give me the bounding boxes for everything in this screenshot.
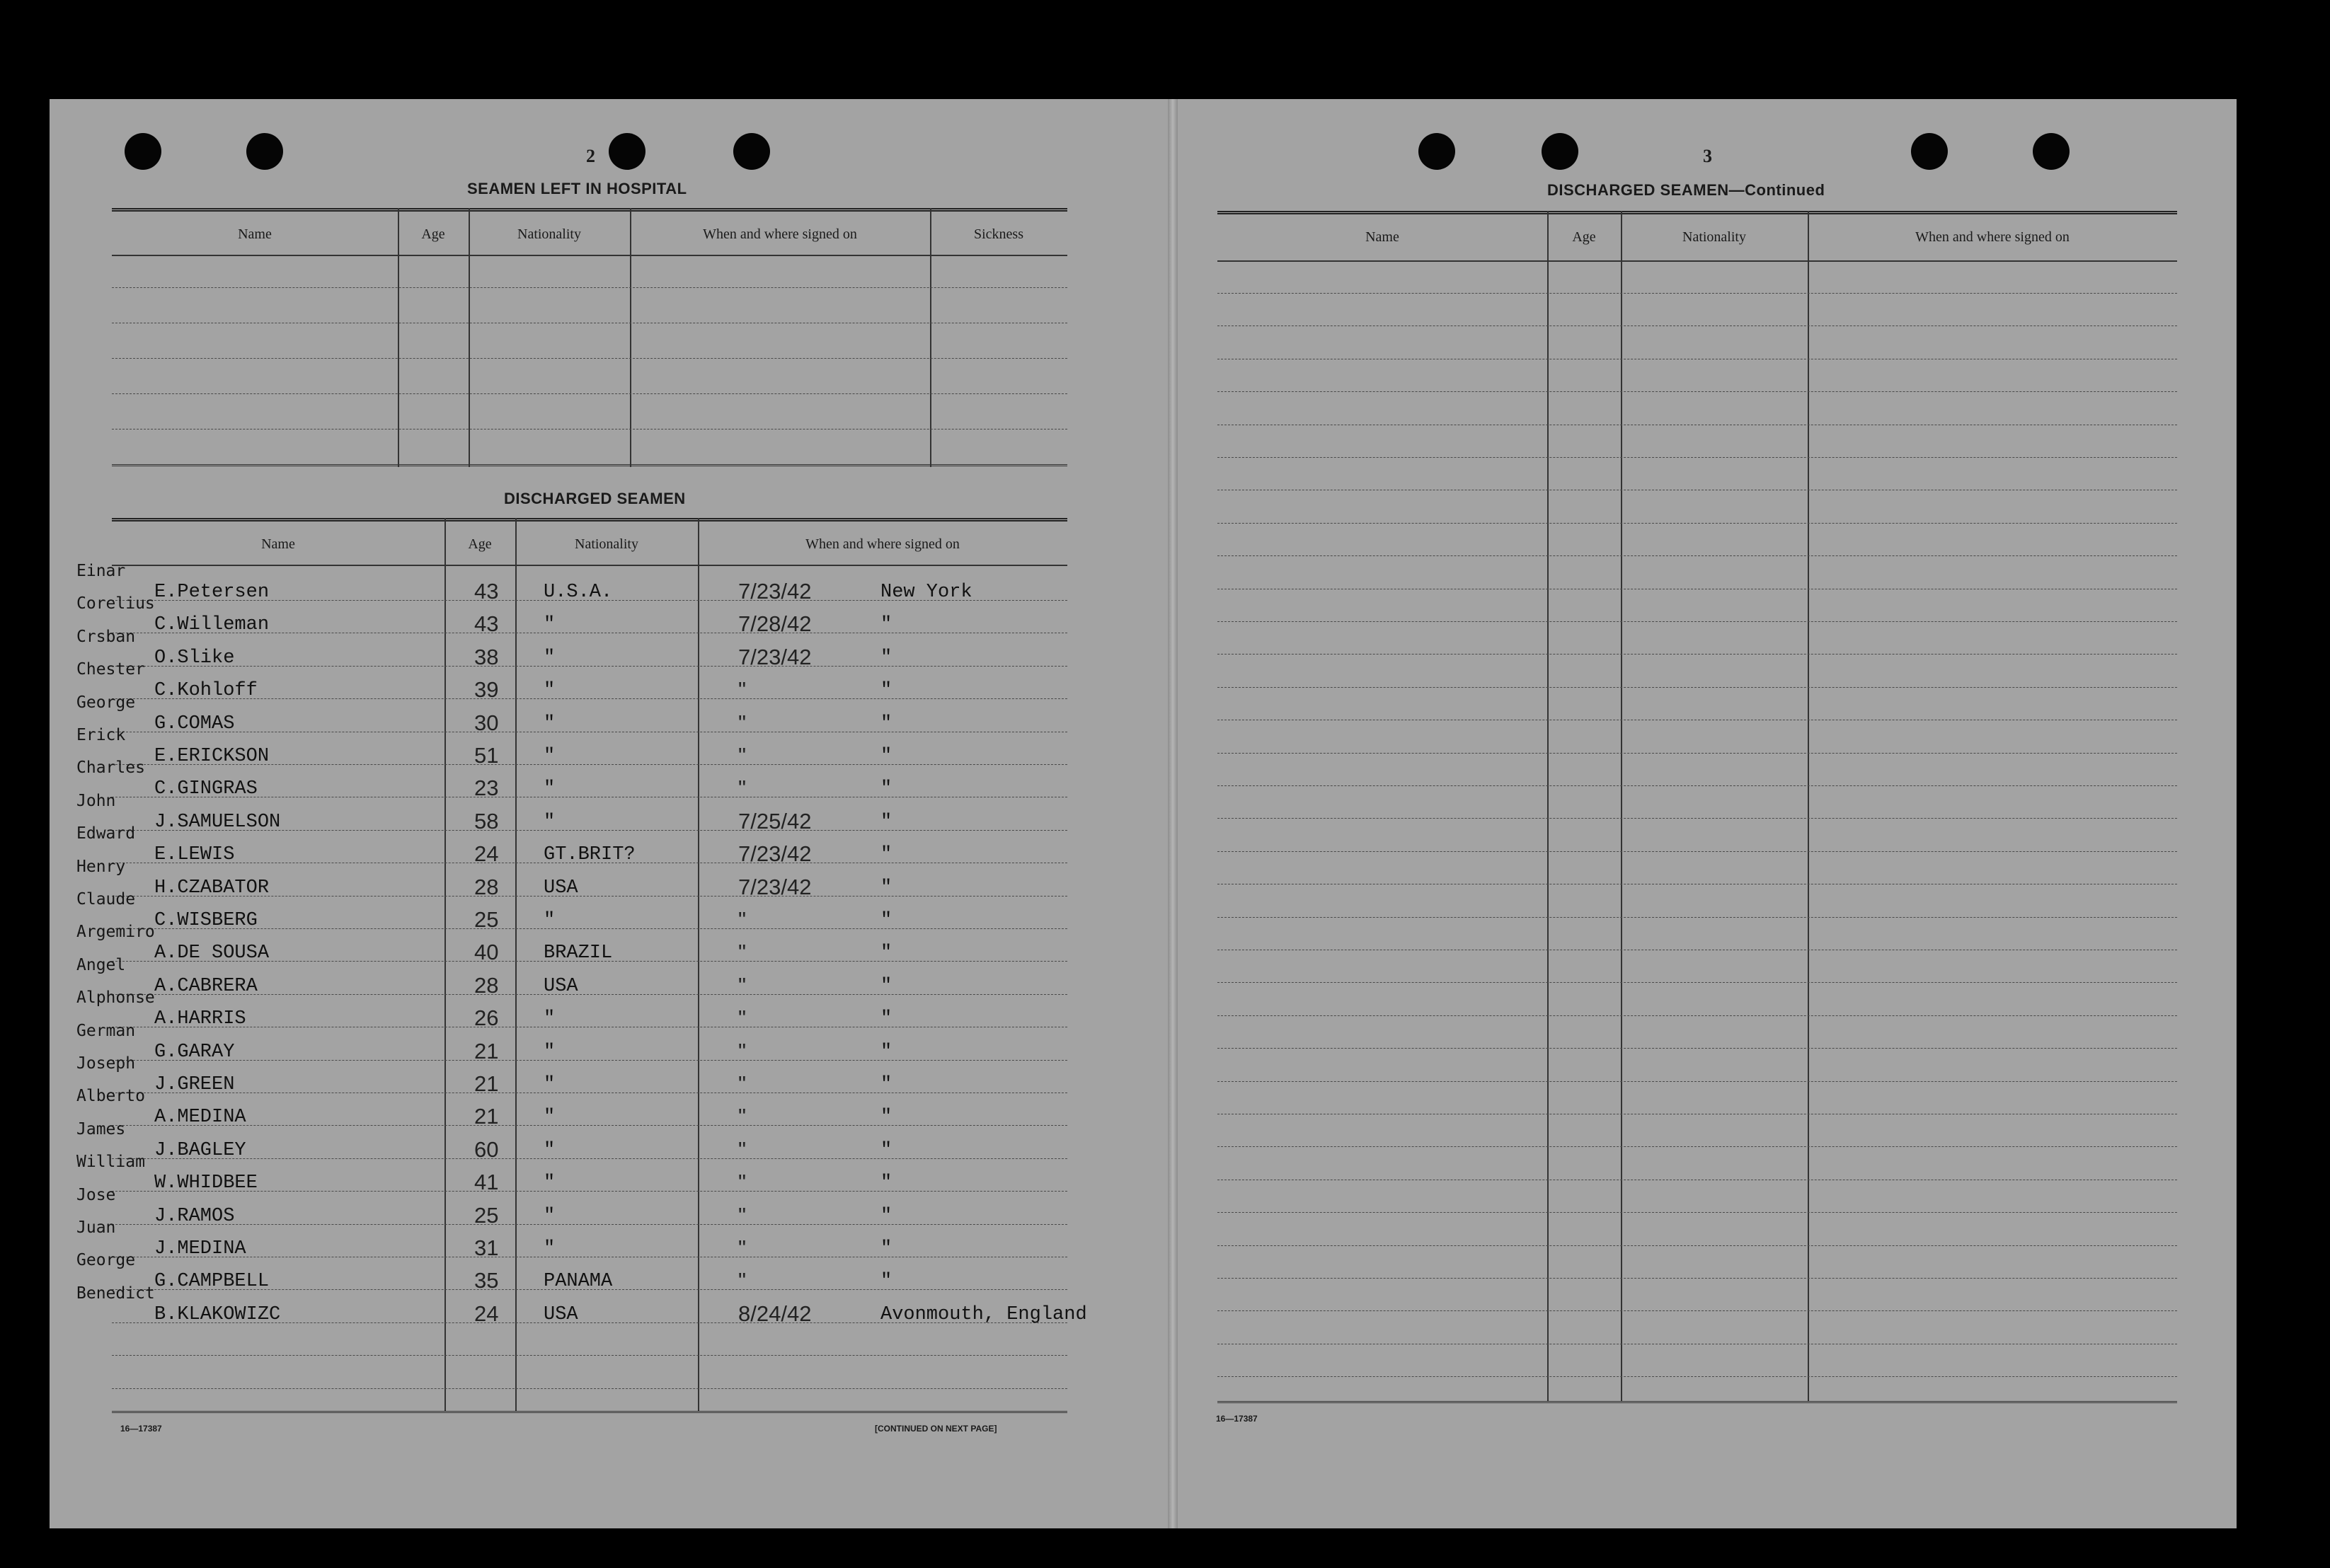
signed-date: " <box>738 907 747 932</box>
signed-place: " <box>880 713 893 734</box>
nationality: " <box>544 1238 556 1259</box>
row-rule <box>112 1355 1067 1356</box>
signed-date: 8/24/42 <box>738 1301 812 1326</box>
age: 21 <box>474 1071 499 1096</box>
signed-date: " <box>738 1005 747 1031</box>
signed-place: " <box>880 1008 893 1030</box>
row-rule <box>1217 523 2177 524</box>
row-rule <box>1217 687 2177 688</box>
age: 21 <box>474 1038 499 1063</box>
discharged-section-title: DISCHARGED SEAMEN <box>504 490 686 507</box>
hospital-header-age: Age <box>421 226 445 242</box>
row-rule <box>1217 785 2177 786</box>
row-rule <box>1217 654 2177 655</box>
given-name: George <box>76 1251 136 1270</box>
continued-header-name: Name <box>1365 229 1399 245</box>
given-name: Argemiro <box>76 923 155 942</box>
age: 39 <box>474 677 499 703</box>
surname: G.CAMPBELL <box>154 1271 270 1293</box>
signed-place: " <box>880 1107 893 1129</box>
punch-hole <box>1542 133 1578 170</box>
signed-place: New York <box>880 582 972 603</box>
signed-date: " <box>738 1071 747 1096</box>
age: 38 <box>474 644 499 669</box>
given-name: James <box>76 1119 126 1138</box>
age: 51 <box>474 743 499 768</box>
signed-place: " <box>880 975 893 997</box>
signed-place: " <box>880 778 893 800</box>
age: 24 <box>474 841 499 867</box>
age: 28 <box>474 972 499 998</box>
nationality: " <box>544 1008 556 1030</box>
given-name: George <box>76 693 136 712</box>
table-row <box>76 627 1096 673</box>
table-row <box>76 955 1096 1001</box>
row-rule <box>1217 982 2177 983</box>
given-name: Einar <box>76 562 126 580</box>
signed-date: 7/25/42 <box>738 808 812 834</box>
signed-place: " <box>880 811 893 833</box>
table-row <box>76 890 1096 935</box>
nationality: " <box>544 680 556 702</box>
continued-header-age: Age <box>1572 229 1596 245</box>
nationality: " <box>544 1074 556 1095</box>
surname: A.CABRERA <box>154 975 258 997</box>
continued-note: [CONTINUED ON NEXT PAGE] <box>875 1424 997 1434</box>
given-name: John <box>76 791 116 810</box>
row-rule <box>1217 851 2177 852</box>
age: 26 <box>474 1005 499 1031</box>
given-name: German <box>76 1021 136 1040</box>
signed-date: " <box>738 1202 747 1228</box>
given-name: Charles <box>76 759 145 778</box>
nationality: " <box>544 1205 556 1227</box>
table-row <box>76 791 1096 837</box>
page-number-right: 3 <box>1703 146 1712 166</box>
punch-hole <box>1418 133 1455 170</box>
table-row <box>76 1119 1096 1165</box>
table-row <box>76 562 1096 607</box>
row-rule <box>1217 1015 2177 1016</box>
given-name: Angel <box>76 955 126 974</box>
signed-place: Avonmouth, England <box>880 1303 1087 1325</box>
signed-place: " <box>880 1139 893 1161</box>
table-row <box>76 594 1096 640</box>
table-row <box>76 693 1096 739</box>
age: 21 <box>474 1104 499 1129</box>
hospital-header-sickness: Sickness <box>974 226 1023 242</box>
nationality: " <box>544 746 556 767</box>
surname: C.GINGRAS <box>154 778 258 800</box>
hospital-table <box>112 208 1067 470</box>
nationality: PANAMA <box>544 1271 613 1293</box>
table-row <box>76 988 1096 1034</box>
given-name: Juan <box>76 1218 116 1237</box>
row-rule <box>1217 1048 2177 1049</box>
signed-date: 7/23/42 <box>738 644 812 669</box>
signed-place: " <box>880 1205 893 1227</box>
age: 30 <box>474 710 499 735</box>
nationality: " <box>544 778 556 800</box>
hospital-header-signed-on: When and where signed on <box>703 226 857 242</box>
discharged-header-nationality: Nationality <box>575 536 638 552</box>
signed-date: 7/28/42 <box>738 611 812 637</box>
nationality: " <box>544 614 556 636</box>
table-row <box>76 1251 1096 1296</box>
given-name: Claude <box>76 890 136 909</box>
signed-date: 7/23/42 <box>738 841 812 867</box>
punch-hole <box>125 133 161 170</box>
given-name: Chester <box>76 660 145 679</box>
nationality: BRAZIL <box>544 942 613 964</box>
signed-place: " <box>880 844 893 866</box>
page-number-left: 2 <box>586 146 595 166</box>
punch-hole <box>609 133 645 170</box>
signed-date: 7/23/42 <box>738 579 812 604</box>
signed-place: " <box>880 746 893 767</box>
signed-place: " <box>880 614 893 636</box>
table-row <box>76 1021 1096 1067</box>
age: 28 <box>474 874 499 899</box>
row-rule <box>1217 917 2177 918</box>
nationality: " <box>544 1139 556 1161</box>
signed-date: " <box>738 710 747 735</box>
table-row <box>76 1284 1096 1330</box>
age: 25 <box>474 1202 499 1228</box>
given-name: Corelius <box>76 594 155 613</box>
surname: H.CZABATOR <box>154 877 270 899</box>
signed-place: " <box>880 1172 893 1194</box>
punch-hole <box>1911 133 1948 170</box>
nationality: USA <box>544 1303 578 1325</box>
hospital-header-name: Name <box>238 226 272 242</box>
page-fold <box>1168 99 1178 1528</box>
table-row <box>76 1185 1096 1231</box>
age: 43 <box>474 579 499 604</box>
row-rule <box>1217 621 2177 622</box>
signed-place: " <box>880 680 893 702</box>
nationality: " <box>544 910 556 931</box>
surname: G.COMAS <box>154 713 235 734</box>
row-rule <box>1217 753 2177 754</box>
age: 43 <box>474 611 499 637</box>
discharged-continued-title: DISCHARGED SEAMEN—Continued <box>1547 181 1825 199</box>
age: 41 <box>474 1170 499 1195</box>
row-rule <box>1217 1310 2177 1311</box>
nationality: " <box>544 1172 556 1194</box>
signed-place: " <box>880 1041 893 1063</box>
row-rule <box>112 1388 1067 1389</box>
signed-date: " <box>738 1235 747 1260</box>
table-row <box>76 1087 1096 1132</box>
table-row <box>76 726 1096 771</box>
age: 31 <box>474 1235 499 1260</box>
nationality: " <box>544 1107 556 1129</box>
given-name: Edward <box>76 824 136 843</box>
age: 25 <box>474 907 499 932</box>
punch-hole <box>733 133 770 170</box>
form-number-left: 16—17387 <box>120 1424 162 1434</box>
age: 24 <box>474 1301 499 1326</box>
table-row <box>76 660 1096 705</box>
row-rule <box>1217 1146 2177 1147</box>
surname: C.Kohloff <box>154 680 258 702</box>
surname: J.MEDINA <box>154 1238 246 1259</box>
surname: J.RAMOS <box>154 1205 235 1227</box>
row-rule <box>1217 1376 2177 1377</box>
surname: J.SAMUELSON <box>154 811 281 833</box>
given-name: Alberto <box>76 1087 145 1106</box>
signed-date: " <box>738 677 747 703</box>
surname: C.Willeman <box>154 614 270 636</box>
discharged-header-age: Age <box>468 536 492 552</box>
given-name: Benedict <box>76 1284 155 1303</box>
table-row <box>76 824 1096 870</box>
nationality: " <box>544 647 556 669</box>
row-rule <box>1217 391 2177 392</box>
surname: E.LEWIS <box>154 844 235 866</box>
surname: A.MEDINA <box>154 1107 246 1129</box>
nationality: " <box>544 811 556 833</box>
nationality: U.S.A. <box>544 582 613 603</box>
discharged-header-signed-on: When and where signed on <box>805 536 960 552</box>
signed-place: " <box>880 1271 893 1293</box>
row-rule <box>1217 1212 2177 1213</box>
surname: A.DE SOUSA <box>154 942 270 964</box>
row-rule <box>1217 457 2177 458</box>
continued-header-nationality: Nationality <box>1682 229 1746 245</box>
nationality: " <box>544 713 556 734</box>
signed-place: " <box>880 647 893 669</box>
row-rule <box>1217 555 2177 556</box>
signed-date: " <box>738 1170 747 1195</box>
signed-place: " <box>880 910 893 931</box>
surname: B.KLAKOWIZC <box>154 1303 281 1325</box>
table-row <box>76 1054 1096 1100</box>
table-row <box>76 857 1096 903</box>
given-name: Crsban <box>76 627 136 646</box>
given-name: Joseph <box>76 1054 136 1073</box>
table-row <box>76 1153 1096 1198</box>
continued-header-signed-on: When and where signed on <box>1915 229 2070 245</box>
given-name: Erick <box>76 726 126 744</box>
punch-hole <box>2033 133 2070 170</box>
surname: E.Petersen <box>154 582 270 603</box>
age: 58 <box>474 808 499 834</box>
given-name: Henry <box>76 857 126 876</box>
nationality: USA <box>544 877 578 899</box>
signed-date: 7/23/42 <box>738 874 812 899</box>
surname: A.HARRIS <box>154 1008 246 1030</box>
hospital-header-nationality: Nationality <box>517 226 581 242</box>
row-rule <box>1217 1278 2177 1279</box>
table-row <box>76 1218 1096 1264</box>
signed-place: " <box>880 877 893 899</box>
row-rule <box>1217 1245 2177 1246</box>
signed-date: " <box>738 1136 747 1162</box>
age: 23 <box>474 776 499 801</box>
signed-date: " <box>738 743 747 768</box>
row-rule <box>1217 1081 2177 1082</box>
signed-date: " <box>738 776 747 801</box>
hospital-section-title: SEAMEN LEFT IN HOSPITAL <box>467 180 687 197</box>
signed-place: " <box>880 1238 893 1259</box>
signed-place: " <box>880 1074 893 1095</box>
nationality: GT.BRIT? <box>544 844 636 866</box>
surname: E.ERICKSON <box>154 746 270 767</box>
nationality: " <box>544 1041 556 1063</box>
age: 35 <box>474 1268 499 1293</box>
discharged-continued-table <box>1217 211 2177 1407</box>
signed-date: " <box>738 972 747 998</box>
given-name: Alphonse <box>76 988 155 1008</box>
row-rule <box>1217 818 2177 819</box>
signed-date: " <box>738 1104 747 1129</box>
signed-place: " <box>880 942 893 964</box>
punch-hole <box>246 133 283 170</box>
signed-date: " <box>738 1268 747 1293</box>
surname: J.BAGLEY <box>154 1139 246 1161</box>
surname: W.WHIDBEE <box>154 1172 258 1194</box>
signed-date: " <box>738 940 747 965</box>
age: 40 <box>474 940 499 965</box>
nationality: USA <box>544 975 578 997</box>
table-row <box>76 923 1096 968</box>
surname: J.GREEN <box>154 1074 235 1095</box>
surname: O.Slike <box>154 647 235 669</box>
surname: C.WISBERG <box>154 910 258 931</box>
signed-date: " <box>738 1038 747 1063</box>
discharged-header-name: Name <box>261 536 295 552</box>
given-name: William <box>76 1153 145 1172</box>
row-rule <box>1217 325 2177 326</box>
age: 60 <box>474 1136 499 1162</box>
surname: G.GARAY <box>154 1041 235 1063</box>
row-rule <box>1217 293 2177 294</box>
form-number-right: 16—17387 <box>1216 1414 1258 1424</box>
given-name: Jose <box>76 1185 116 1204</box>
table-row <box>76 759 1096 804</box>
